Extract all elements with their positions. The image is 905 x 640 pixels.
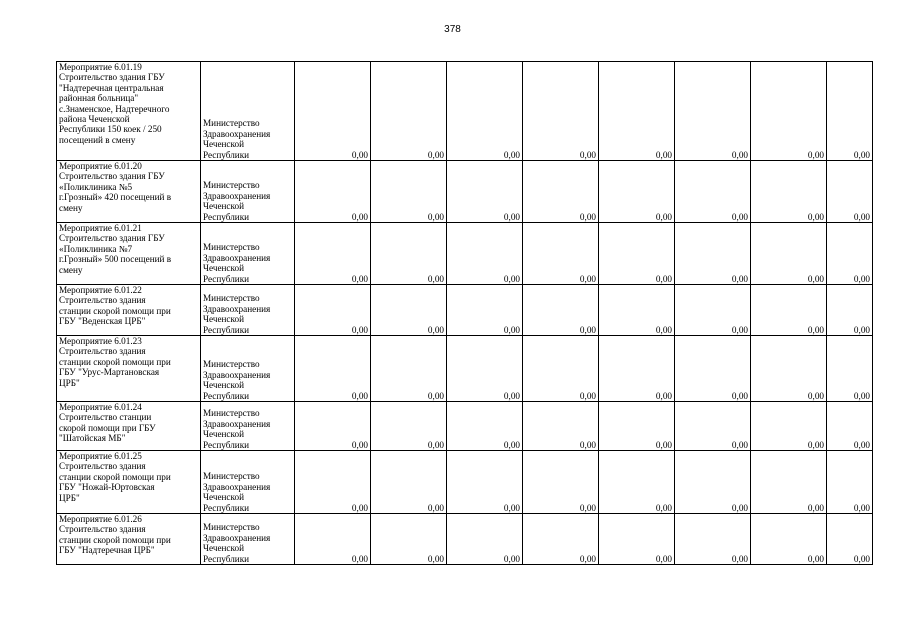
ministry-text-line: Здравоохранения <box>203 369 271 380</box>
event-text-line: посещений в смену <box>59 134 136 145</box>
amount-cell: 0,00 <box>599 223 675 285</box>
event-text-line: смену <box>59 264 83 275</box>
amount-cell: 0,00 <box>827 161 873 223</box>
table-row <box>57 402 873 451</box>
amount-cell: 0,00 <box>675 514 751 565</box>
amount-cell: 0,00 <box>447 285 523 336</box>
amount-cell: 0,00 <box>599 161 675 223</box>
ministry-text-line: Республики <box>203 149 250 160</box>
event-text-line: Строительство здания ГБУ <box>59 72 165 83</box>
ministry-text-line: Чеченской <box>203 201 245 212</box>
amount-cell: 0,00 <box>447 223 523 285</box>
amount-cell: 0,00 <box>447 161 523 223</box>
amount-cell: 0,00 <box>447 402 523 451</box>
amount-cell: 0,00 <box>447 62 523 161</box>
amount-cell: 0,00 <box>295 336 371 402</box>
ministry-text-line: Чеченской <box>203 492 245 503</box>
event-text-line: Мероприятие 6.01.25 <box>59 451 142 461</box>
event-text-line: ГБУ "Надтеречная ЦРБ" <box>59 545 155 556</box>
ministry-cell <box>201 336 295 402</box>
amount-cell: 0,00 <box>827 451 873 514</box>
event-text-line: Мероприятие 6.01.26 <box>59 514 142 524</box>
amount-cell: 0,00 <box>295 285 371 336</box>
amount-cell: 0,00 <box>371 514 447 565</box>
budget-table <box>56 61 873 565</box>
table-row <box>57 285 873 336</box>
ministry-text-line: Республики <box>203 390 250 401</box>
event-text-line: Строительство здания ГБУ <box>59 233 165 244</box>
amount-cell: 0,00 <box>675 223 751 285</box>
amount-cell: 0,00 <box>371 62 447 161</box>
ministry-text-line: Чеченской <box>203 263 245 274</box>
event-text-line: станции скорой помощи при <box>59 471 171 482</box>
event-text-line: Мероприятие 6.01.22 <box>59 285 142 295</box>
event-text-line: Строительство здания <box>59 461 146 472</box>
event-text-line: ЦРБ" <box>59 377 80 388</box>
ministry-text-line: Здравоохранения <box>203 190 271 201</box>
event-cell <box>57 223 201 285</box>
event-text-line: Строительство станции <box>59 412 152 423</box>
ministry-cell <box>201 402 295 451</box>
event-cell <box>57 62 201 161</box>
event-text-line: Мероприятие 6.01.19 <box>59 62 142 72</box>
ministry-text-line: Министерство <box>203 471 260 482</box>
ministry-text-line: Чеченской <box>203 543 245 554</box>
page-number: 378 <box>444 24 461 35</box>
ministry-text-line: Республики <box>203 439 250 450</box>
amount-cell: 0,00 <box>523 514 599 565</box>
event-text-line: районная больница" <box>59 93 139 104</box>
ministry-text-line: Министерство <box>203 359 260 370</box>
event-text-line: района Чеченской <box>59 114 130 125</box>
amount-cell: 0,00 <box>371 285 447 336</box>
amount-cell: 0,00 <box>599 402 675 451</box>
table-row <box>57 62 873 161</box>
event-text-line: станции скорой помощи при <box>59 305 171 316</box>
ministry-text-line: Министерство <box>203 118 260 129</box>
ministry-text-line: Министерство <box>203 293 260 304</box>
event-text-line: «Поликлиника №5 <box>59 181 133 192</box>
event-text-line: станции скорой помощи при <box>59 356 171 367</box>
amount-cell: 0,00 <box>523 161 599 223</box>
event-text-line: Строительство здания <box>59 524 146 535</box>
amount-cell: 0,00 <box>447 451 523 514</box>
amount-cell: 0,00 <box>675 285 751 336</box>
event-text-line: ГБУ "Веденская ЦРБ" <box>59 316 146 327</box>
table-row <box>57 336 873 402</box>
amount-cell: 0,00 <box>827 514 873 565</box>
event-text-line: смену <box>59 202 83 213</box>
amount-cell: 0,00 <box>371 451 447 514</box>
ministry-text-line: Здравоохранения <box>203 481 271 492</box>
event-cell <box>57 402 201 451</box>
ministry-text-line: Республики <box>203 502 250 513</box>
ministry-text-line: Республики <box>203 553 250 564</box>
amount-cell: 0,00 <box>675 451 751 514</box>
ministry-cell <box>201 223 295 285</box>
amount-cell: 0,00 <box>447 514 523 565</box>
event-cell <box>57 451 201 514</box>
event-text-line: Мероприятие 6.01.24 <box>59 402 142 412</box>
amount-cell: 0,00 <box>295 62 371 161</box>
event-cell <box>57 514 201 565</box>
event-text-line: ГБУ "Ножай-Юртовская <box>59 482 155 493</box>
ministry-text-line: Чеченской <box>203 139 245 150</box>
amount-cell: 0,00 <box>827 62 873 161</box>
table-row <box>57 223 873 285</box>
event-text-line: станции скорой помощи при <box>59 534 171 545</box>
event-text-line: Мероприятие 6.01.23 <box>59 336 142 346</box>
amount-cell: 0,00 <box>751 161 827 223</box>
event-text-line: ЦРБ" <box>59 492 80 503</box>
ministry-cell <box>201 161 295 223</box>
table-row <box>57 161 873 223</box>
amount-cell: 0,00 <box>675 161 751 223</box>
event-text-line: Республики 150 коек / 250 <box>59 124 162 135</box>
amount-cell: 0,00 <box>827 402 873 451</box>
amount-cell: 0,00 <box>599 336 675 402</box>
event-text-line: г.Грозный» 500 посещений в <box>59 254 172 265</box>
amount-cell: 0,00 <box>599 451 675 514</box>
event-text-line: «Поликлиника №7 <box>59 243 133 254</box>
event-cell <box>57 336 201 402</box>
amount-cell: 0,00 <box>371 161 447 223</box>
ministry-text-line: Здравоохранения <box>203 252 271 263</box>
ministry-text-line: Министерство <box>203 180 260 191</box>
event-text-line: "Надтеречная центральная <box>59 82 164 93</box>
event-text-line: ГБУ "Урус-Мартановская <box>59 367 160 378</box>
amount-cell: 0,00 <box>523 223 599 285</box>
event-text-line: скорой помощи при ГБУ <box>59 422 156 433</box>
ministry-text-line: Здравоохранения <box>203 128 271 139</box>
amount-cell: 0,00 <box>523 451 599 514</box>
amount-cell: 0,00 <box>523 402 599 451</box>
ministry-text-line: Чеченской <box>203 380 245 391</box>
ministry-text-line: Республики <box>203 273 250 284</box>
ministry-text-line: Здравоохранения <box>203 418 271 429</box>
amount-cell: 0,00 <box>827 336 873 402</box>
event-cell <box>57 285 201 336</box>
amount-cell: 0,00 <box>751 62 827 161</box>
amount-cell: 0,00 <box>523 62 599 161</box>
amount-cell: 0,00 <box>827 223 873 285</box>
ministry-cell <box>201 285 295 336</box>
ministry-text-line: Министерство <box>203 242 260 253</box>
ministry-cell <box>201 514 295 565</box>
ministry-text-line: Республики <box>203 324 250 335</box>
amount-cell: 0,00 <box>751 223 827 285</box>
amount-cell: 0,00 <box>523 336 599 402</box>
amount-cell: 0,00 <box>599 285 675 336</box>
amount-cell: 0,00 <box>295 223 371 285</box>
amount-cell: 0,00 <box>295 451 371 514</box>
event-text-line: с.Знаменское, Надтеречного <box>59 103 170 114</box>
ministry-text-line: Здравоохранения <box>203 532 271 543</box>
amount-cell: 0,00 <box>295 514 371 565</box>
amount-cell: 0,00 <box>599 62 675 161</box>
ministry-text-line: Министерство <box>203 522 260 533</box>
event-text-line: "Шатойская МБ" <box>59 433 126 444</box>
amount-cell: 0,00 <box>675 336 751 402</box>
amount-cell: 0,00 <box>523 285 599 336</box>
amount-cell: 0,00 <box>751 402 827 451</box>
ministry-text-line: Здравоохранения <box>203 303 271 314</box>
amount-cell: 0,00 <box>371 402 447 451</box>
event-text-line: г.Грозный» 420 посещений в <box>59 192 172 203</box>
amount-cell: 0,00 <box>295 402 371 451</box>
event-text-line: Мероприятие 6.01.20 <box>59 161 142 171</box>
ministry-text-line: Чеченской <box>203 314 245 325</box>
event-text-line: Мероприятие 6.01.21 <box>59 223 142 233</box>
amount-cell: 0,00 <box>295 161 371 223</box>
event-cell <box>57 161 201 223</box>
amount-cell: 0,00 <box>751 336 827 402</box>
ministry-cell <box>201 62 295 161</box>
table-row <box>57 514 873 565</box>
amount-cell: 0,00 <box>371 223 447 285</box>
amount-cell: 0,00 <box>751 285 827 336</box>
amount-cell: 0,00 <box>675 402 751 451</box>
amount-cell: 0,00 <box>827 285 873 336</box>
table-row <box>57 451 873 514</box>
event-text-line: Строительство здания <box>59 295 146 306</box>
ministry-text-line: Министерство <box>203 408 260 419</box>
event-text-line: Строительство здания ГБУ <box>59 171 165 182</box>
amount-cell: 0,00 <box>599 514 675 565</box>
ministry-text-line: Республики <box>203 211 250 222</box>
amount-cell: 0,00 <box>371 336 447 402</box>
event-text-line: Строительство здания <box>59 346 146 357</box>
ministry-text-line: Чеченской <box>203 429 245 440</box>
amount-cell: 0,00 <box>447 336 523 402</box>
ministry-cell <box>201 451 295 514</box>
amount-cell: 0,00 <box>751 514 827 565</box>
amount-cell: 0,00 <box>675 62 751 161</box>
amount-cell: 0,00 <box>751 451 827 514</box>
